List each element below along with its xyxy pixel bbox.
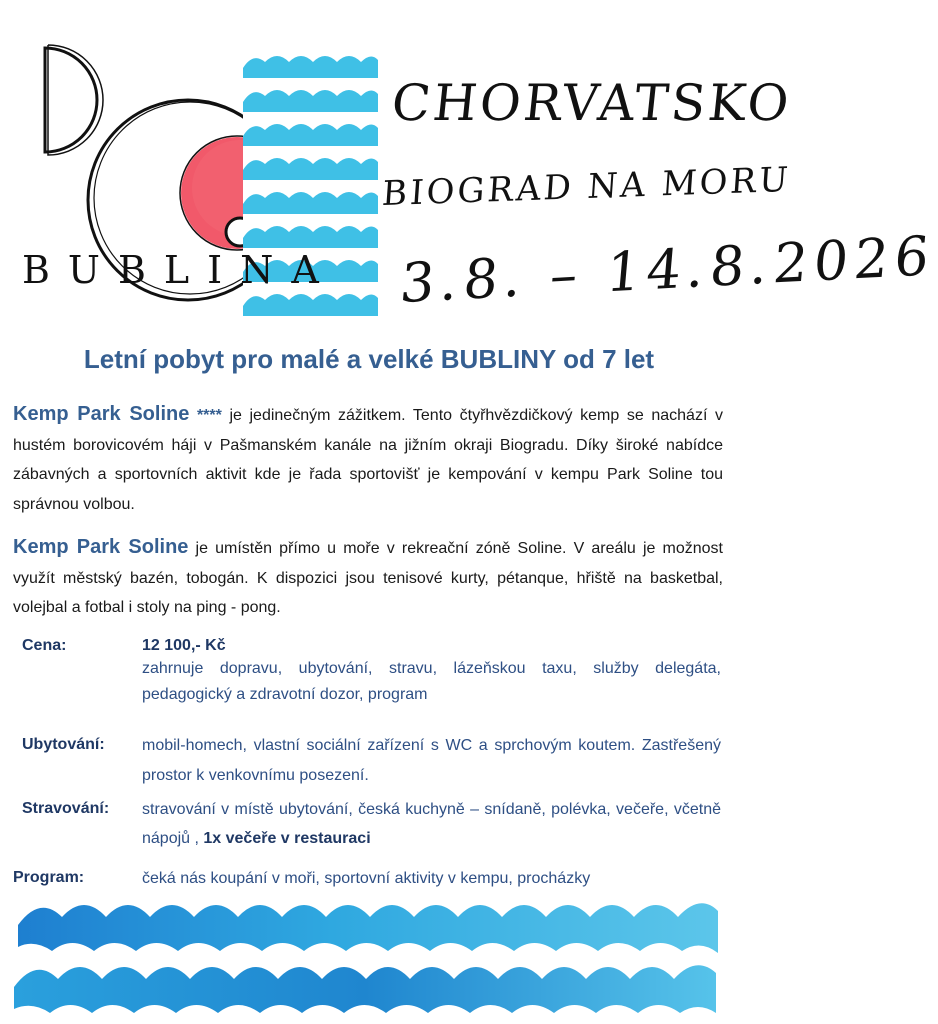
price-value: 12 100,- Kč [142, 637, 226, 654]
intro-text: je jedinečným zážitkem. Tento čtyřhvězdičkový kemp se nachází v hustém borovicovém háji v Pašmanském kanále na jižním okraji Biogradu. Díky široké nabídce zábavných a sportovních aktivit kde je řada sportovišť je kempování v kempu Park Soline tou správnou volbou. [13, 407, 723, 513]
camp-name: Kemp Park Soline [13, 403, 190, 425]
location-paragraph [13, 533, 723, 623]
price-description: zahrnuje dopravu, ubytování, stravu, lázeňskou taxu, služby delegáta, pedagogický a zdravotní dozor, program [142, 660, 721, 703]
program-value: čeká nás koupání v moři, sportovní aktivity v kempu, procházky [142, 870, 591, 887]
camp-name: Kemp Park Soline [13, 536, 189, 558]
accommodation-label: Ubytování: [22, 736, 105, 753]
program-label: Program: [13, 869, 85, 886]
trip-dates: 3.8. – 14.8.2026 [397, 223, 938, 316]
bottom-wave-decoration [0, 895, 738, 1024]
accommodation-value: mobil-homech, vlastní sociální zařízení s WC a sprchovým koutem. Zastřešený prostor k venkovnímu posezení. [142, 737, 721, 784]
food-text: stravování v místě ubytování, česká kuchyně – snídaně, polévka, večeře, včetně nápojů , [142, 801, 721, 847]
destination-title: CHORVATSKO [388, 74, 795, 132]
page-headline: Letní pobyt pro malé a velké BUBLINY od 7 let [83, 344, 655, 374]
intro-paragraph [13, 400, 723, 519]
price-label: Cena: [22, 637, 67, 654]
food-value [142, 795, 721, 853]
destination-city: BIOGRAD NA MORU [380, 159, 793, 215]
food-highlight: 1x večeře v restauraci [203, 830, 371, 847]
location-text: je umístěn přímo u moře v rekreační zóně Soline. V areálu je možnost využít městský bazén, tobogán. K dispozici jsou tenisové kurty, pétanque, hřiště na basketbal, volejbal a fotbal i stoly na ping - pong. [13, 540, 723, 616]
food-label: Stravování: [22, 800, 110, 817]
brand-logo-text: BUBLINA [22, 248, 337, 292]
camp-rating-stars: **** [196, 407, 222, 424]
